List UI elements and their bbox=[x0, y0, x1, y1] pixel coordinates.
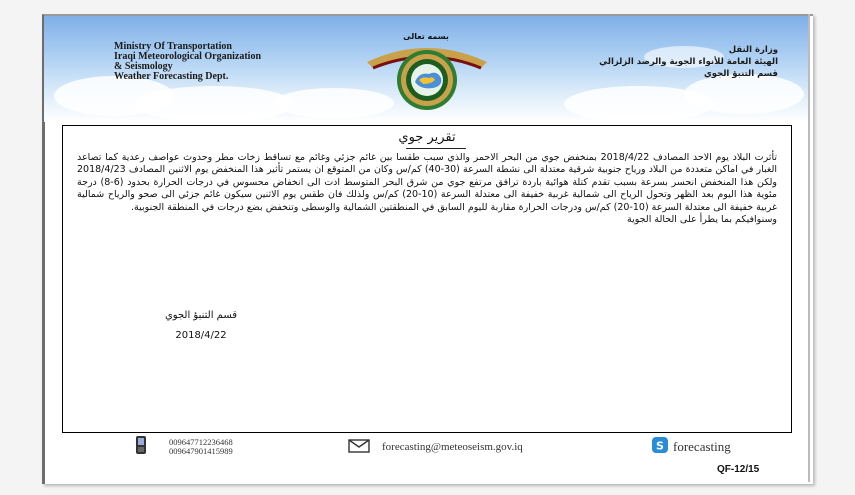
skype-contact bbox=[651, 436, 731, 458]
ministry-name-en: Ministry Of Transportation Iraqi Meteorological Organization & Seismology Weather Forecasting Dept. bbox=[114, 41, 262, 82]
svg-text:S: S bbox=[656, 439, 664, 453]
mobile-phone-icon bbox=[133, 435, 149, 459]
organization-logo bbox=[357, 40, 497, 110]
signature-block bbox=[131, 306, 271, 346]
skype-name: forecasting bbox=[673, 439, 731, 454]
phone-number-1: 009647712236468 bbox=[169, 437, 233, 447]
phone-number-2: 009647901415989 bbox=[169, 446, 233, 456]
page-shadow bbox=[808, 14, 810, 482]
report-body bbox=[77, 152, 777, 226]
signature-date: 2018/4/22 bbox=[175, 330, 227, 341]
email-address: forecasting@meteoseism.gov.iq bbox=[382, 441, 523, 453]
phone-contact bbox=[133, 436, 233, 458]
skype-icon bbox=[651, 436, 669, 458]
report-paragraph: تأثرت البلاد يوم الاحد المصادف 2018/4/22 بمنخفض جوي من البحر الاحمر والذي سبب طقسا بين غائم جزئي وغائم مع تساقط زخات مطر وحدوث عواصف رعدية كما تصاعد الغبار في اماكن متعددة من البلاد ورياح جنوبية شرقية معتدلة الى نشطة السرعة (30-40) كم/س وكان من المتوقع ان يستمر تأثير هذا المنخفض يوم الاثنين المصادف 2018/4/23 ولكن هذا المنخفض انحسر بسرعة بسبب تقدم كتلة هوائية باردة ترافق مرتفع جوي من شرق البحر المتوسط ادت الى انخفاض محسوس في درجات الحرارة بحدود (6-8) درجة مئوية هذا اليوم بعد الظهر وتحول الرياح الى شمالية غربية خفيفة الى معتدلة السرعة (10-20) كم/س ولذلك فان طقس يوم الاثنين سيكون غائم جزئي الى صحو والرياح شمالية غربية خفيفة الى معتدلة السرعة (10-20) كم/س ودرجات الحرارة مقاربة لليوم السابق في المنطقتين الشمالية والوسطى وتنخفض بضع درجات في المنطقة الجنوبية. bbox=[77, 152, 778, 213]
title-underline bbox=[406, 148, 466, 149]
ministry-name-ar: وزارة النقل الهيئة العامة للأنواء الجوية والرصد الزلزالي قسم التنبؤ الجوي bbox=[599, 45, 778, 79]
footer-contacts bbox=[73, 436, 803, 458]
report-closing: وسنوافيكم بما يطرأ على الحالة الجوية bbox=[627, 214, 777, 226]
report-title: تقرير جوي bbox=[398, 130, 456, 145]
email-contact bbox=[348, 436, 523, 458]
report-box bbox=[62, 125, 792, 433]
envelope-icon bbox=[348, 438, 370, 457]
form-code: QF-12/15 bbox=[717, 464, 760, 475]
basmala: بسمه تعالى bbox=[403, 32, 449, 41]
signature-dept: قسم التنبؤ الجوي bbox=[164, 310, 238, 321]
